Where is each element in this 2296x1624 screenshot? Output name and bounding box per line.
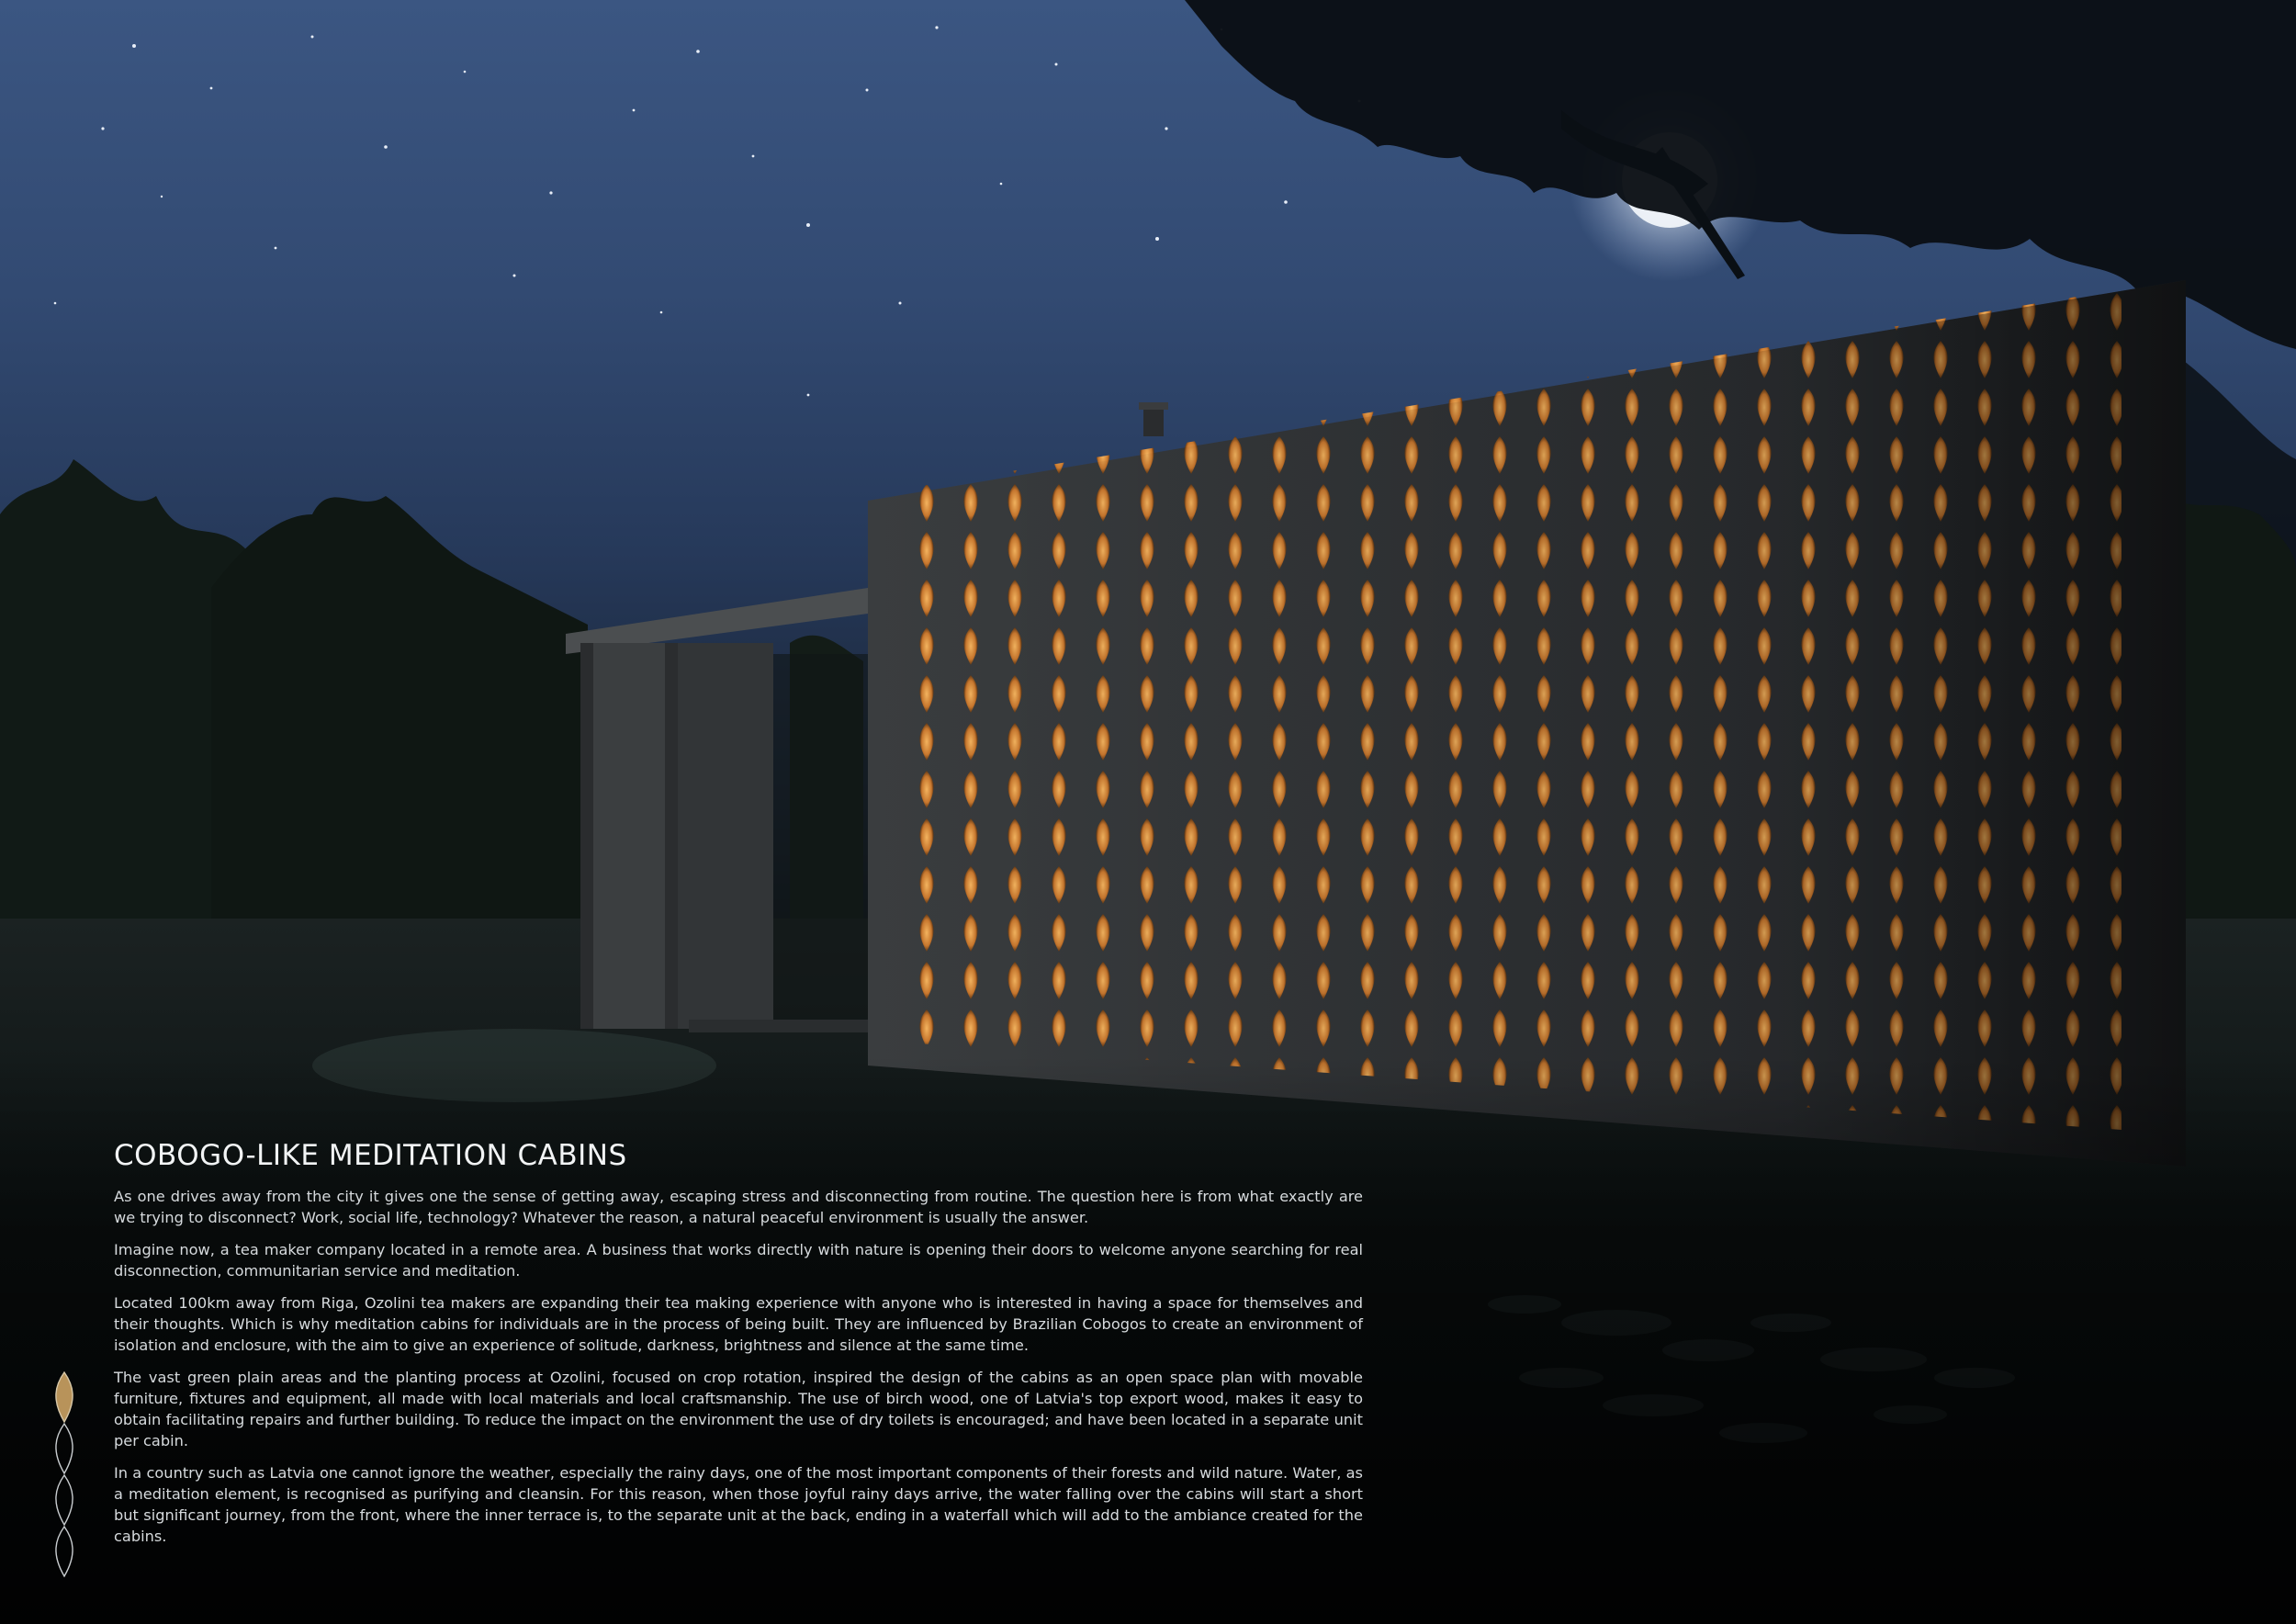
page-title: COBOGO-LIKE MEDITATION CABINS bbox=[114, 1139, 627, 1172]
paragraph-tea-maker: Imagine now, a tea maker company located in a remote area. A business that works directly with nature is opening their doors to welcome anyone searching for real disconnection, communitarian service and meditation. bbox=[114, 1241, 1363, 1280]
cabin-facade bbox=[868, 280, 2186, 1167]
description-text-block bbox=[114, 1139, 1363, 1558]
paragraph-weather: In a country such as Latvia one cannot ignore the weather, especially the rainy days, one of the most important components of their forests and wild nature. Water, as a meditation element, is recognised as purifying and cleansin. For this reason, when those joyful rainy days arrive, the water falling over the cabins will start a short but significant journey, from the front, where the inner terrace is, to the separate unit at the back, ending in a waterfall which will add to the ambiance created for the cabins. bbox=[114, 1464, 1363, 1546]
separate-unit bbox=[566, 588, 871, 1032]
stars-icon bbox=[54, 26, 1361, 396]
drop-ornament-icon bbox=[46, 1370, 83, 1578]
paragraph-location: Located 100km away from Riga, Ozolini tea makers are expanding their tea making experience with anyone who is interested in having a space for themselves and their thoughts. Which is why meditation cabins for individuals are in the process of being built. They are influenced by Brazilian Cobogos to create an environment of isolation and enclosure, with the aim to give an experience of solitude, darkness, brightness and silence at the same time. bbox=[114, 1294, 1363, 1355]
paragraph-intro: As one drives away from the city it gives one the sense of getting away, escaping stress and disconnecting from routine. The question here is from what exactly are we trying to disconnect? Work, social life, technology? Whatever the reason, a natural peaceful environment is usually the answer. bbox=[114, 1188, 1363, 1227]
paragraph-design: The vast green plain areas and the planting process at Ozolini, focused on crop rotation, inspired the design of the cabins as an open space plan with movable furniture, fixtures and equipment, all made with local materials and local craftsmanship. The use of birch wood, one of Latvia's top export wood, makes it easy to obtain facilitating repairs and further building. To reduce the impact on the environment the use of dry toilets is encouraged; and have been located in a separate unit per cabin. bbox=[114, 1369, 1363, 1450]
